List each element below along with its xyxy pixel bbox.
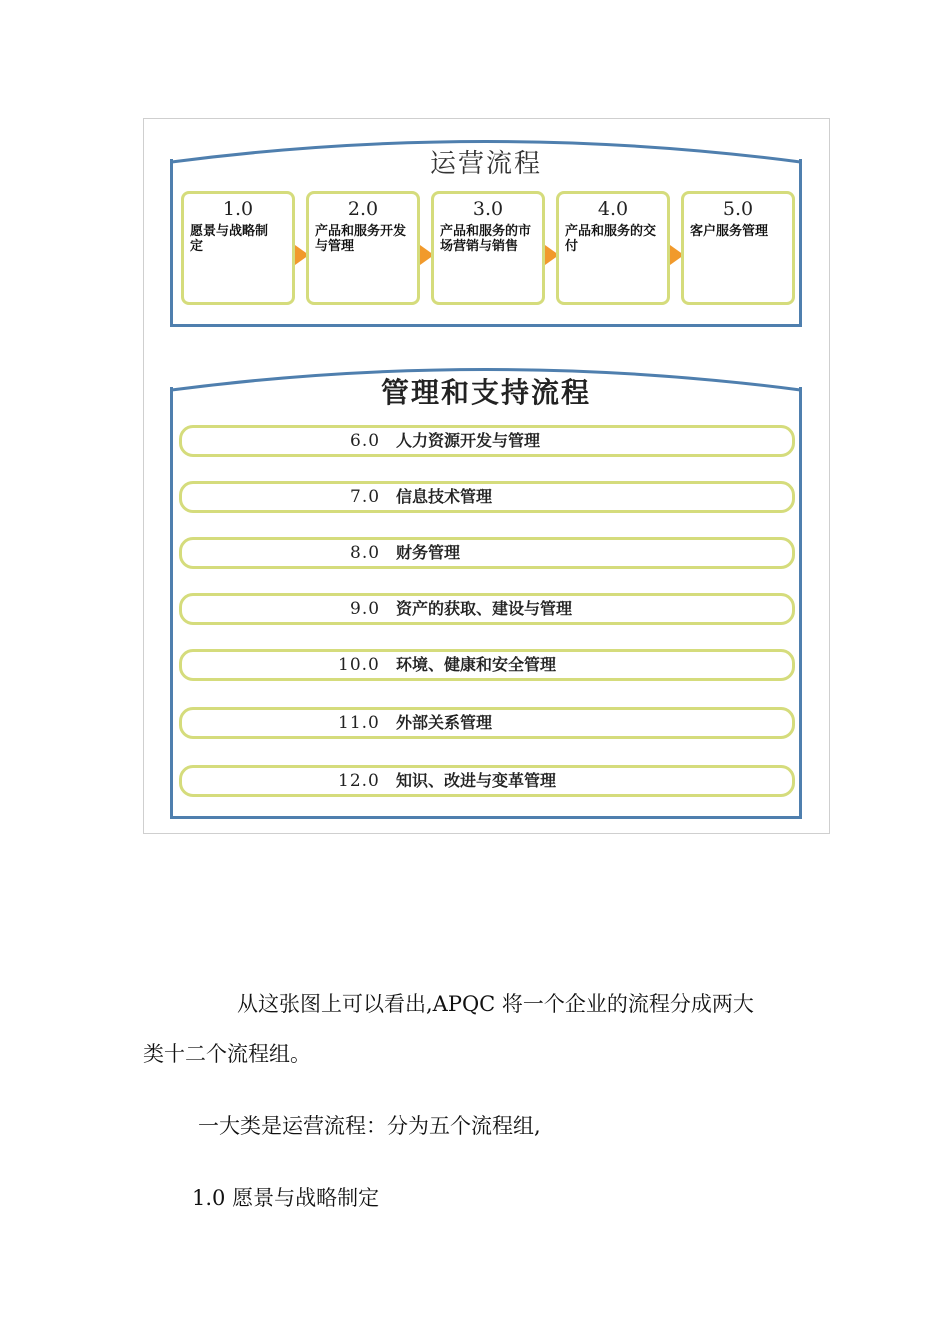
process-label: 人力资源开发与管理	[396, 431, 541, 450]
management-title: 管理和支持流程	[380, 376, 591, 409]
apqc-framework-figure	[143, 118, 830, 834]
process-number: 7.0	[350, 487, 381, 507]
process-number: 5.0	[722, 198, 754, 220]
process-label: 客户服务管理	[690, 224, 769, 239]
support-process-bar-6	[179, 425, 795, 457]
process-box-5	[681, 191, 795, 305]
process-box-4	[556, 191, 670, 305]
process-label: 知识、改进与变革管理	[396, 771, 557, 790]
process-number: 11.0	[338, 713, 380, 733]
process-number: 9.0	[350, 599, 381, 619]
process-box-3	[431, 191, 545, 305]
process-box-1	[181, 191, 295, 305]
operations-title: 运营流程	[429, 149, 542, 179]
process-number: 8.0	[350, 543, 381, 563]
process-label: 产品和服务的市场营销与销售	[440, 224, 532, 254]
process-label: 信息技术管理	[396, 487, 493, 506]
body-paragraph-2: 一大类是运营流程：分为五个流程组,	[198, 1114, 541, 1138]
support-process-bar-12	[179, 765, 795, 797]
support-process-bar-10	[179, 649, 795, 681]
process-label: 产品和服务开发与管理	[315, 224, 407, 254]
process-number: 12.0	[338, 771, 380, 791]
support-process-bar-7	[179, 481, 795, 513]
support-process-bar-9	[179, 593, 795, 625]
process-label: 环境、健康和安全管理	[396, 655, 557, 674]
body-paragraph-1-line-2: 类十二个流程组。	[143, 1042, 311, 1066]
process-number: 4.0	[597, 198, 629, 220]
process-number: 3.0	[472, 198, 504, 220]
body-paragraph-3: 1.0 愿景与战略制定	[192, 1186, 380, 1210]
process-number: 6.0	[350, 431, 381, 451]
process-label: 外部关系管理	[396, 713, 493, 732]
operations-panel	[170, 149, 802, 327]
process-label: 产品和服务的交付	[565, 224, 657, 254]
support-process-bar-11	[179, 707, 795, 739]
process-number: 10.0	[338, 655, 380, 675]
process-number: 2.0	[347, 198, 379, 220]
body-paragraph-1-line-1: 从这张图上可以看出,APQC 将一个企业的流程分成两大	[237, 992, 754, 1016]
process-number: 1.0	[222, 198, 254, 220]
process-label: 资产的获取、建设与管理	[396, 599, 573, 618]
process-label: 愿景与战略制定	[190, 224, 269, 254]
management-panel	[170, 376, 802, 819]
process-box-2	[306, 191, 420, 305]
process-label: 财务管理	[396, 543, 461, 562]
support-process-bar-8	[179, 537, 795, 569]
